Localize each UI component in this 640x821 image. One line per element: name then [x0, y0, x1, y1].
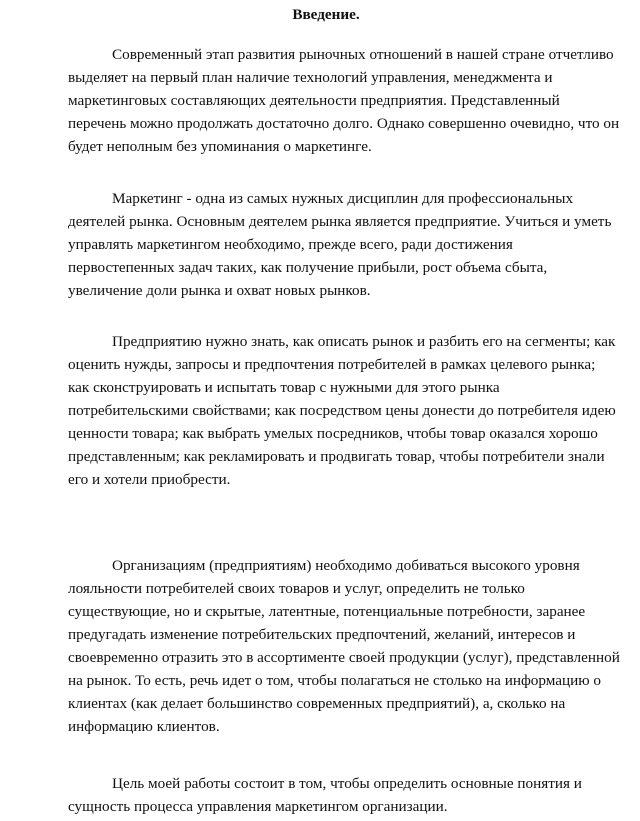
paragraph-1: Современный этап развития рыночных отношений в нашей стране отчетливо выделяет на первый план наличие технологий управления, менеджмента и маркетинговых составляющих деятельности предприятия. Представленный перечень можно продолжать достаточно долго. Однако совершенно очевидно, что он будет неполным без упоминания о маркетинге. [68, 46, 620, 155]
paragraph-3: Предприятию нужно знать, как описать рынок и разбить его на сегменты; как оценить нужды, запросы и предпочтения потребителей в рамках целевого рынка; как сконструировать и испытать товар с нужными для этого рынка потребительскими свойствами; как посредством цены донести до потребителя идею ценности товара; как выбрать умелых посредников, чтобы товар оказался хорошо представленным; как рекламировать и продвигать товар, чтобы потребители знали его и хотели приобрести. [68, 333, 616, 488]
paragraph-2: Маркетинг - одна из самых нужных дисциплин для профессиональных деятелей рынка. Основным деятелем рынка является предприятие. Учиться и уметь управлять маркетингом необходимо, прежде всего, ради достижения первостепенных задач таких, как получение прибыли, рост объема сбыта, увеличение доли рынка и охват новых рынков. [68, 190, 612, 299]
document-title: Введение. [292, 6, 360, 23]
paragraph-4: Организациям (предприятиям) необходимо добиваться высокого уровня лояльности потребителей своих товаров и услуг, определить не только существующие, но и скрытые, латентные, потенциальные потребности, заранее предугадать изменение потребительских предпочтений, желаний, интересов и своевременно отразить это в ассортименте своей продукции (услуг), представленной на рынок. То есть, речь идет о том, чтобы полагаться не столько на информацию о клиентах (как делает большинство современных предприятий), а, сколько на информацию клиентов. [68, 557, 620, 735]
paragraph-5: Цель моей работы состоит в том, чтобы определить основные понятия и сущность процесса управления маркетингом организации. [68, 775, 582, 815]
